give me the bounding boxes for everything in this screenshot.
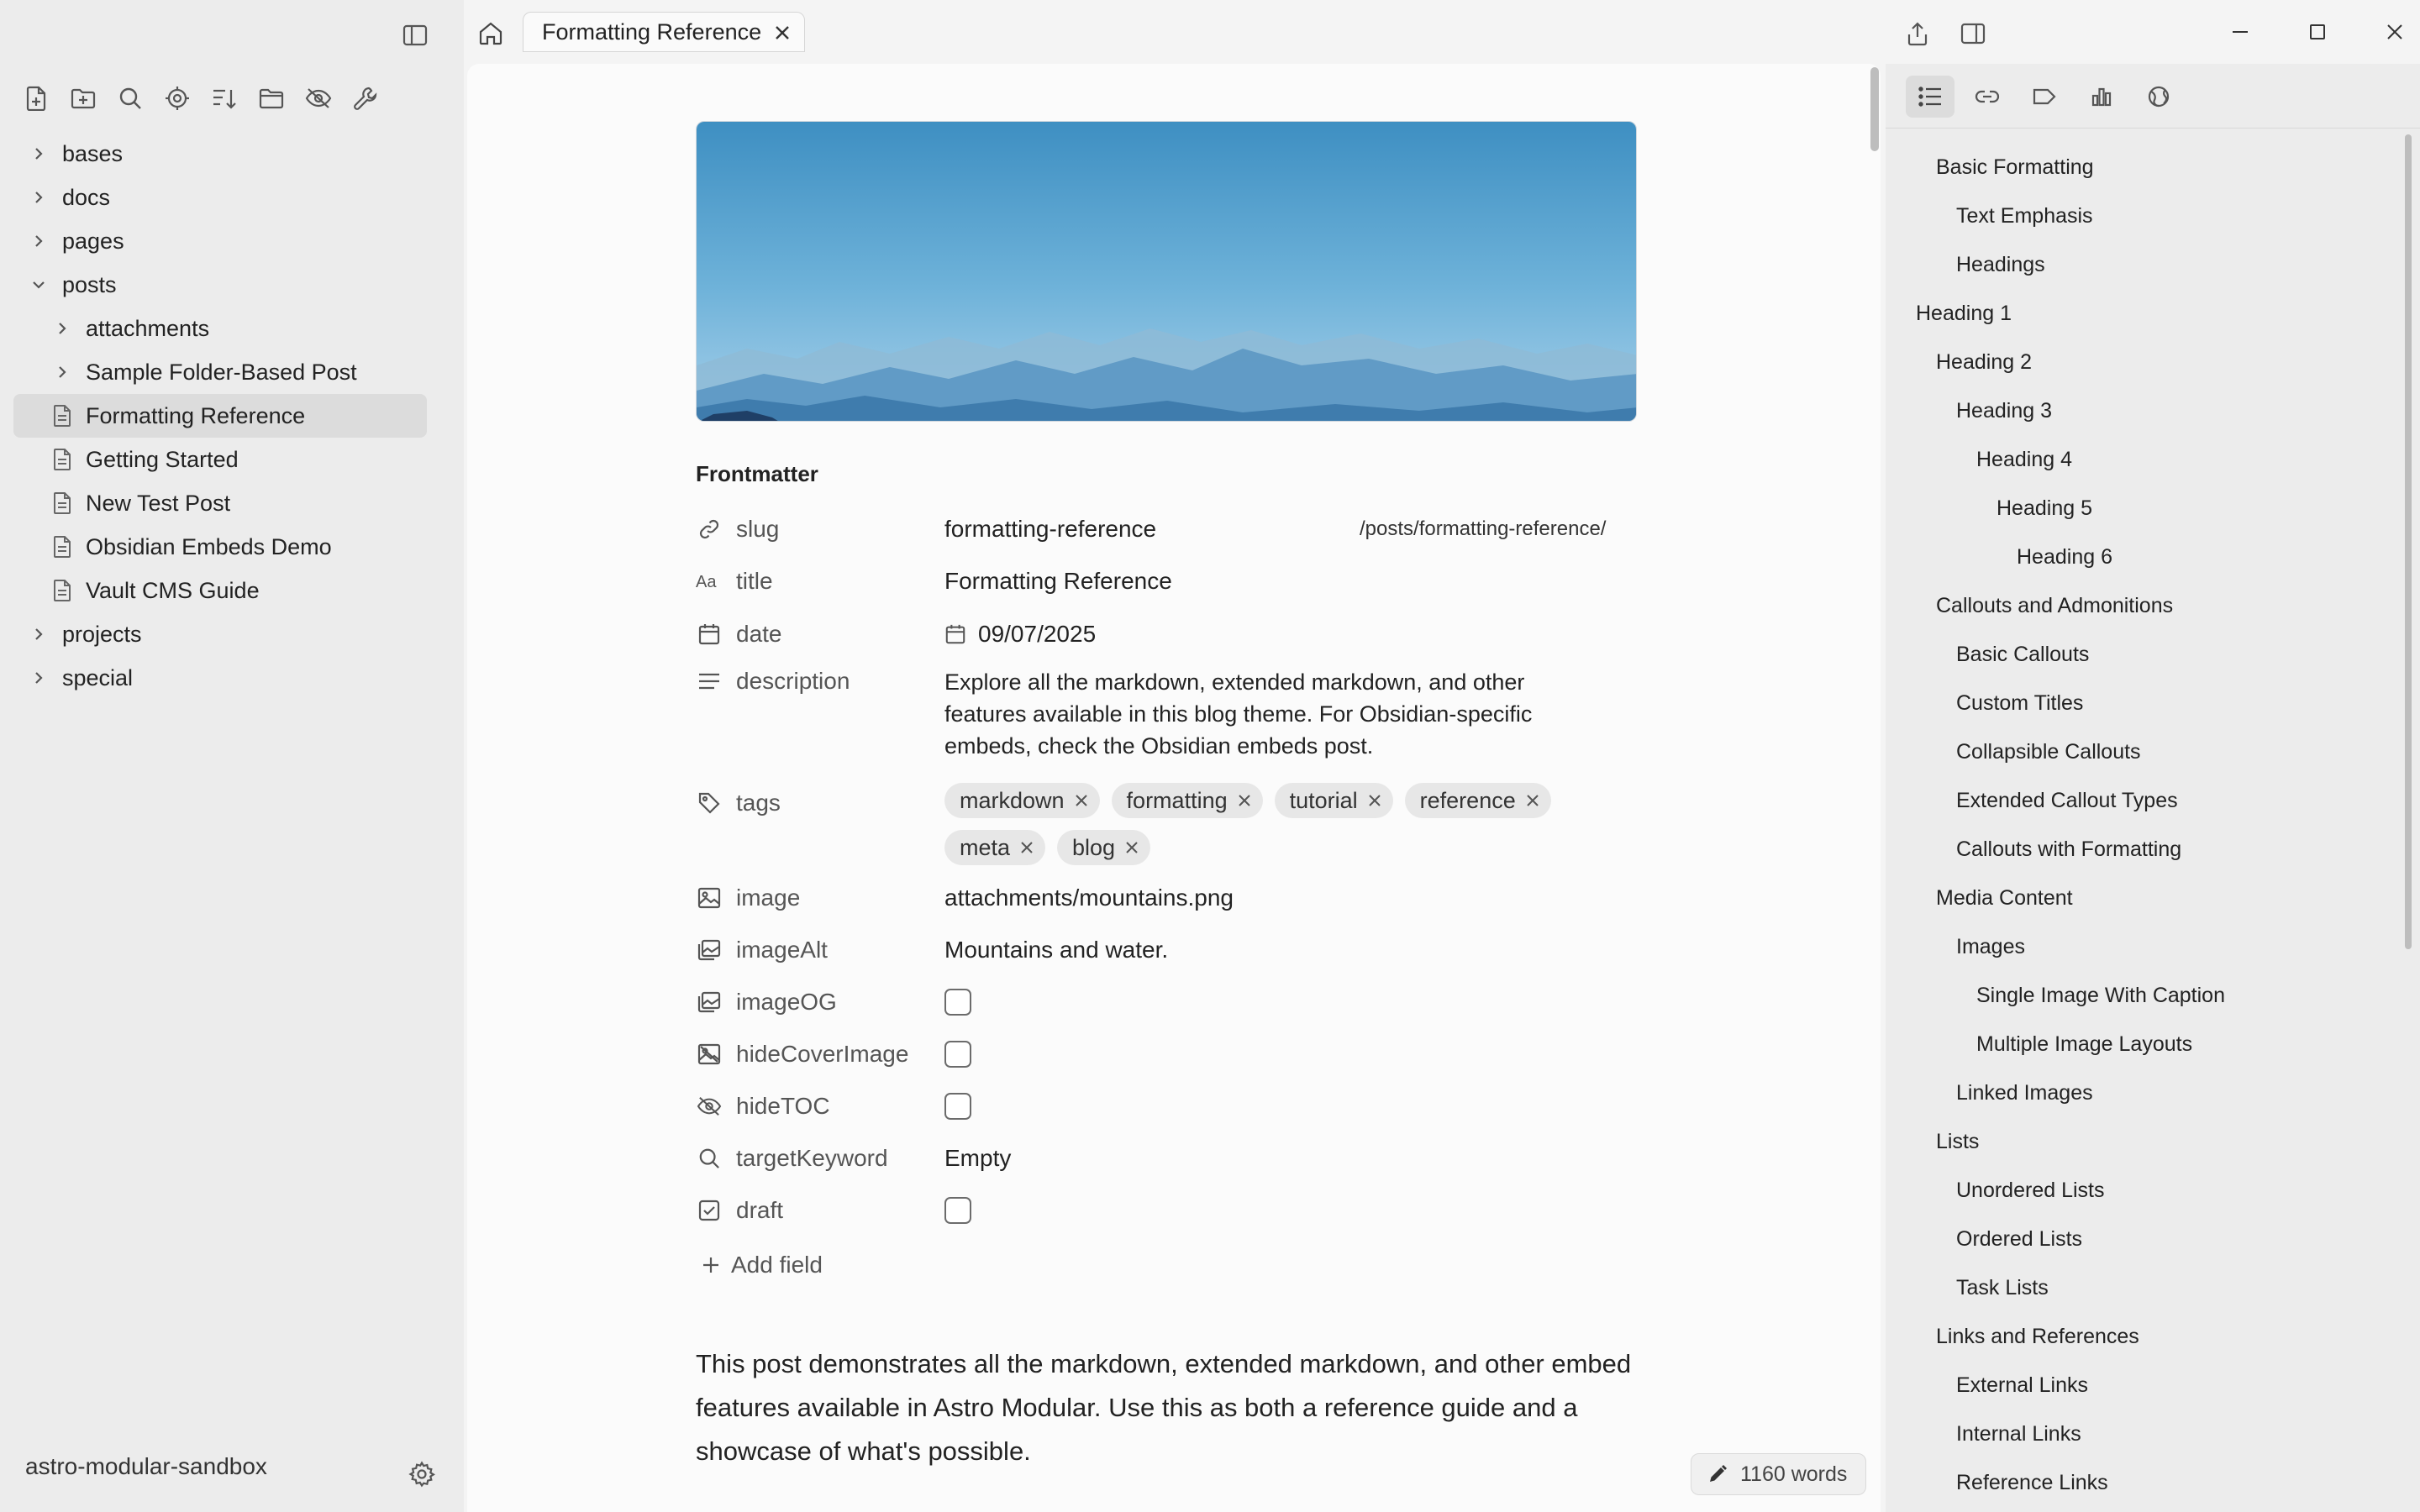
outline-item[interactable]: Internal Links [1956,1421,2081,1446]
property-key[interactable]: slug [736,516,780,542]
right-panel-divider [1886,128,2420,129]
tab-formatting-reference[interactable] [523,12,805,52]
hidetoc-checkbox[interactable] [944,1093,971,1120]
image-off-icon [696,1041,723,1068]
chevron-right-icon[interactable] [27,176,50,219]
outline-item[interactable]: Reference Links [1956,1470,2108,1494]
tag-pill[interactable] [944,783,1100,818]
minimize-icon[interactable] [2202,12,2279,52]
property-key[interactable]: title [736,568,773,594]
property-hidecoverimage [696,1033,971,1075]
pencil-icon [1707,1463,1728,1485]
tree-item-label: Sample Folder-Based Post [86,359,357,385]
tag-icon [696,790,723,816]
chevron-right-icon[interactable] [27,132,50,176]
window-close-icon[interactable] [2356,12,2420,52]
tree-item-label: bases [62,140,124,166]
tree-folder[interactable] [13,219,427,263]
remove-tag-icon[interactable] [1071,790,1092,811]
add-field-label: Add field [731,1252,823,1278]
globe-tab[interactable] [2134,76,2183,118]
tree-item-label: Vault CMS Guide [86,577,260,603]
outline-list [1891,143,2395,1507]
link-icon [696,516,723,543]
tree-item-label: attachments [86,315,210,341]
tag-pill[interactable] [1405,783,1551,818]
eye-off-icon [696,1093,723,1120]
links-tab[interactable] [1963,76,2012,118]
tag-label: blog [1072,834,1116,860]
tree-file[interactable] [13,438,427,481]
tab-label: Formatting Reference [542,18,762,45]
checkbox-icon [696,1197,723,1224]
property-draft [696,1189,971,1231]
remove-tag-icon[interactable] [1365,790,1385,811]
outline-item[interactable]: Collapsible Callouts [1956,739,2141,764]
tree-item-label: docs [62,184,111,210]
tree-folder[interactable] [13,176,427,219]
folder-icon[interactable] [255,81,287,116]
tag-label: reference [1419,787,1516,813]
image-icon [696,885,723,911]
tree-item-label: Formatting Reference [86,402,306,428]
file-icon [50,394,74,438]
description-value[interactable]: Explore all the markdown, extended markdown, and other features available in this blog theme. For Obsidian-specific embeds, check the Obsidian embeds post. [944,669,1533,759]
tree-item-label: pages [62,228,124,254]
tag-pill[interactable] [1275,783,1393,818]
property-targetkeyword [696,1137,1011,1179]
tree-item-label: posts [62,271,117,297]
outline-item[interactable]: Heading 1 [1916,301,2012,325]
outline-item[interactable]: Single Image With Caption [1976,983,2225,1007]
svg-text:Aa: Aa [696,573,717,591]
outline-item[interactable]: Custom Titles [1956,690,2084,715]
right-sidebar-tabs [1906,76,2183,118]
word-count-badge[interactable] [1691,1453,1866,1495]
plus-icon [699,1253,723,1277]
file-icon [50,481,74,525]
property-key[interactable]: hideTOC [736,1093,830,1119]
view-actions [1901,17,1990,50]
new-folder-icon[interactable] [67,81,99,116]
tree-file[interactable] [13,525,427,569]
outline-item[interactable]: Basic Callouts [1956,642,2090,666]
calendar-icon [696,621,723,648]
property-key[interactable]: imageAlt [736,937,828,963]
outline-item[interactable]: Basic Formatting [1936,155,2094,179]
stats-tab[interactable] [2077,76,2126,118]
tree-folder[interactable] [13,132,427,176]
right-sidebar-toggle-icon[interactable] [1956,17,1990,50]
property-key[interactable]: description [736,668,850,694]
remove-tag-icon[interactable] [1122,837,1142,858]
property-key[interactable]: image [736,885,801,911]
tag-label: formatting [1126,787,1228,813]
outline-item[interactable]: Heading 3 [1956,398,2052,423]
property-key[interactable]: date [736,621,782,647]
add-field-button[interactable] [699,1252,823,1278]
search-icon [696,1145,723,1172]
images-icon [696,989,723,1016]
outline-item[interactable]: Multiple Image Layouts [1976,1032,2193,1056]
sort-icon[interactable] [208,81,240,116]
slug-value[interactable]: formatting-reference [944,516,1157,542]
chevron-right-icon[interactable] [27,612,50,656]
imageog-checkbox[interactable] [944,989,971,1016]
tree-folder[interactable] [13,350,427,394]
file-icon [50,438,74,481]
new-note-icon[interactable] [20,81,52,116]
chevron-down-icon[interactable] [27,263,50,307]
target-icon[interactable] [161,81,193,116]
frontmatter-heading: Frontmatter [696,461,818,486]
tree-folder[interactable] [13,263,427,307]
cover-image [696,121,1637,422]
chevron-right-icon[interactable] [27,219,50,263]
image-value[interactable]: attachments/mountains.png [944,885,1234,911]
outline-item[interactable]: Heading 2 [1936,349,2032,374]
outline-scrollbar[interactable] [2405,134,2412,949]
property-key[interactable]: imageOG [736,989,837,1015]
property-image [696,877,1234,919]
outline-item[interactable]: Images [1956,934,2025,958]
outline-item[interactable]: Links and References [1936,1324,2139,1348]
property-imagealt [696,929,1168,971]
outline-tab[interactable] [1906,76,1954,118]
chevron-right-icon[interactable] [27,656,50,700]
chevron-right-icon[interactable] [50,350,74,394]
tree-file[interactable] [13,569,427,612]
tree-item-label: special [62,664,134,690]
draft-checkbox[interactable] [944,1197,971,1224]
file-tree [13,132,427,700]
share-icon[interactable] [1901,17,1934,50]
tag-label: tutorial [1289,787,1358,813]
outline-item[interactable]: Lists [1936,1129,1980,1153]
outline-item[interactable]: Unordered Lists [1956,1178,2105,1202]
property-title [696,560,1172,602]
property-imageog [696,981,971,1023]
slug-path: /posts/formatting-reference/ [1360,517,1607,540]
home-icon[interactable] [474,17,508,50]
vault-name[interactable]: astro-modular-sandbox [25,1453,267,1479]
outline-item[interactable]: Extended Callout Types [1956,788,2178,812]
left-sidebar [0,0,464,1512]
file-explorer-toolbar [20,81,381,116]
tags-tab[interactable] [2020,76,2069,118]
title-value[interactable]: Formatting Reference [944,568,1172,594]
tree-item-label: Obsidian Embeds Demo [86,533,332,559]
property-description [696,666,1583,762]
property-slug [696,508,1637,550]
tree-folder[interactable] [13,612,427,656]
tags-list [944,783,1600,865]
eye-off-icon[interactable] [302,81,334,116]
word-count: 1160 words [1740,1462,1848,1486]
outline-item[interactable]: Callouts and Admonitions [1936,593,2174,617]
tree-folder[interactable] [13,307,427,350]
tree-item-label: projects [62,621,142,647]
gear-icon[interactable] [405,1457,439,1491]
property-key[interactable]: draft [736,1197,784,1223]
align-left-icon [696,668,723,695]
imagealt-value[interactable]: Mountains and water. [944,937,1169,963]
date-value[interactable]: 09/07/2025 [978,621,1097,647]
maximize-icon[interactable] [2279,12,2356,52]
outline-item[interactable]: Headings [1956,252,2045,276]
sidebar-toggle-icon[interactable] [398,18,432,52]
tree-folder[interactable] [13,656,427,700]
property-key[interactable]: tags [736,790,781,816]
property-key[interactable]: targetKeyword [736,1145,888,1171]
outline-item[interactable]: Task Lists [1956,1275,2049,1299]
close-icon[interactable] [771,21,794,45]
remove-tag-icon[interactable] [1234,790,1255,811]
wrench-icon[interactable] [350,81,381,116]
outline-item[interactable]: Heading 5 [1996,496,2092,520]
tag-label: markdown [960,787,1065,813]
tag-label: meta [960,834,1011,860]
body-paragraph[interactable]: This post demonstrates all the markdown, extended markdown, and other embed features available in Astro Modular. Use this as both a reference guide and a showcase of what's possible. [696,1349,1632,1466]
outline-item[interactable]: Media Content [1936,885,2073,910]
editor-scrollbar[interactable] [1870,67,1879,151]
date-picker-icon[interactable] [944,621,966,648]
remove-tag-icon[interactable] [1017,837,1037,858]
property-tags [696,782,944,824]
tree-item-label: Getting Started [86,446,239,472]
window-controls [2202,12,2420,52]
chevron-right-icon[interactable] [50,307,74,350]
outline-item[interactable]: Text Emphasis [1956,203,2093,228]
hidecoverimage-checkbox[interactable] [944,1041,971,1068]
tree-item-label: New Test Post [86,490,231,516]
outline-item[interactable]: Callouts with Formatting [1956,837,2182,861]
outline-item[interactable]: Heading 4 [1976,447,2072,471]
remove-tag-icon[interactable] [1523,790,1543,811]
tree-file[interactable] [13,394,427,438]
tag-pill[interactable] [1112,783,1263,818]
images-icon [696,937,723,963]
tree-file[interactable] [13,481,427,525]
file-icon [50,525,74,569]
text-icon [696,568,723,595]
property-key[interactable]: hideCoverImage [736,1041,909,1067]
search-icon[interactable] [114,81,146,116]
tag-pill[interactable] [1057,830,1150,865]
outline-item[interactable]: Heading 6 [2017,544,2112,569]
tag-pill[interactable] [944,830,1045,865]
outline-item[interactable]: External Links [1956,1373,2089,1397]
outline-item[interactable]: Ordered Lists [1956,1226,2083,1251]
file-icon [50,569,74,612]
outline-item[interactable]: Linked Images [1956,1080,2093,1105]
property-date [696,613,1096,655]
property-hidetoc [696,1085,971,1127]
targetkeyword-value[interactable]: Empty [944,1145,1012,1171]
